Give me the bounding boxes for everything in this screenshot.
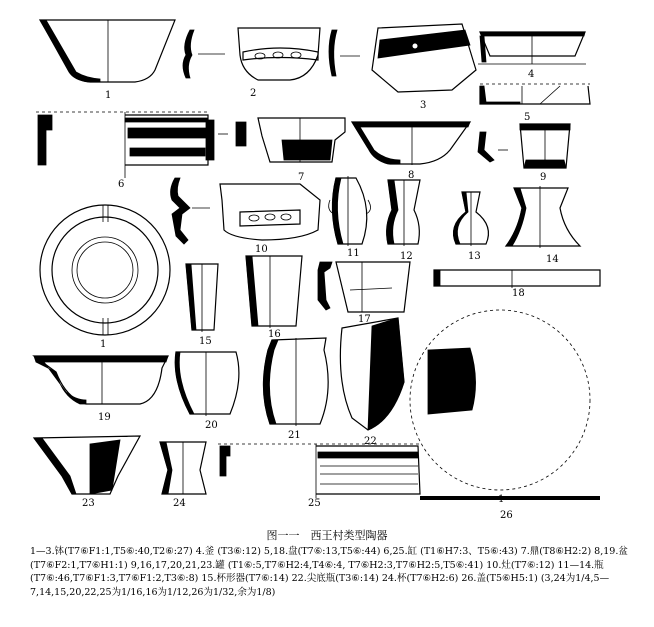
vessel-19 <box>34 356 168 423</box>
label-7: 7 <box>298 172 305 183</box>
vessel-11 <box>329 176 371 259</box>
label-16: 16 <box>268 329 281 340</box>
figure-title: 图一一 西王村类型陶器 <box>266 529 388 542</box>
label-22: 22 <box>364 436 377 447</box>
label-19: 19 <box>98 412 111 423</box>
label-17: 17 <box>358 314 371 325</box>
label-9: 9 <box>540 172 547 183</box>
vessel-15 <box>186 264 218 347</box>
vessel-18 <box>434 270 600 299</box>
vessel-26-lid-1 <box>410 310 590 505</box>
label-2: 2 <box>250 88 257 99</box>
vessel-9 <box>478 124 570 183</box>
vessel-1 <box>40 20 175 101</box>
figure-caption: 1—3.钵(T7⑥F1:1,T5⑥:40,T2⑥:27) 4.釜 (T3⑥:12) 5,18.盘(T7⑥:13,T5⑥:44) 6,25.缸 (T1⑥H7:3、T5⑥:43) 7.鼎(T8⑥H2:2) 8,19.盆(T7⑥F2:1,T7⑥H1:1) 9,16,17,20,21,23.罐 (T1⑥:5,T7⑥H2:4,T4⑥:4, T7⑥H2:3,T7⑥H2:5,T5⑥:41) 10.灶(T7⑥:12) 11—14.瓶 (T7⑥:46,T7⑥F1:3,T7⑥F1:2,T3⑥:8) 15.杯形器(T7⑥:14) 22.尖底瓶(T3⑥:14) 24.杯(T7⑥H2:6) 26.盖(T5⑥H5:1) (3,24为1/4,5—7,14,15,20,22,25为1/16,16为1/12,26为1/32,余为1/8) <box>30 546 628 598</box>
vessel-14 <box>506 186 580 265</box>
vessel-3 <box>372 24 476 111</box>
vessel-17 <box>318 262 410 325</box>
vessel-21 <box>263 338 328 441</box>
vessel-24 <box>160 442 206 509</box>
label-20: 20 <box>205 420 218 431</box>
label-8: 8 <box>408 170 415 181</box>
vessel-13 <box>454 192 489 262</box>
label-1-lid: 1 <box>100 339 107 350</box>
label-21: 21 <box>288 430 301 441</box>
label-15: 15 <box>199 336 212 347</box>
vessel-16 <box>246 256 302 340</box>
vessel-5 <box>480 84 590 123</box>
vessel-22 <box>340 318 404 447</box>
label-3: 3 <box>420 100 427 111</box>
vessel-6 <box>36 112 214 190</box>
vessel-12 <box>387 180 420 262</box>
label-23: 23 <box>82 498 95 509</box>
vessel-4 <box>478 32 586 80</box>
vessel-20 <box>175 352 239 431</box>
vessel-23 <box>34 436 140 509</box>
label-1: 1 <box>105 90 112 101</box>
label-12: 12 <box>400 251 413 262</box>
label-25: 25 <box>308 498 321 509</box>
label-11: 11 <box>347 248 360 259</box>
vessel-8 <box>352 122 470 181</box>
label-6: 6 <box>118 179 125 190</box>
label-24: 24 <box>173 498 186 509</box>
vessel-2 <box>183 28 360 99</box>
label-14: 14 <box>546 254 559 265</box>
vessel-25 <box>218 444 420 509</box>
label-26: 26 <box>500 510 513 520</box>
label-18: 18 <box>512 288 525 299</box>
vessel-26 <box>420 496 600 520</box>
vessel-10 <box>171 178 320 255</box>
vessel-7 <box>218 118 345 183</box>
label-13: 13 <box>468 251 481 262</box>
vessel-1-lid <box>40 205 170 350</box>
label-4: 4 <box>528 69 535 80</box>
label-5: 5 <box>524 112 531 123</box>
label-10: 10 <box>255 244 268 255</box>
